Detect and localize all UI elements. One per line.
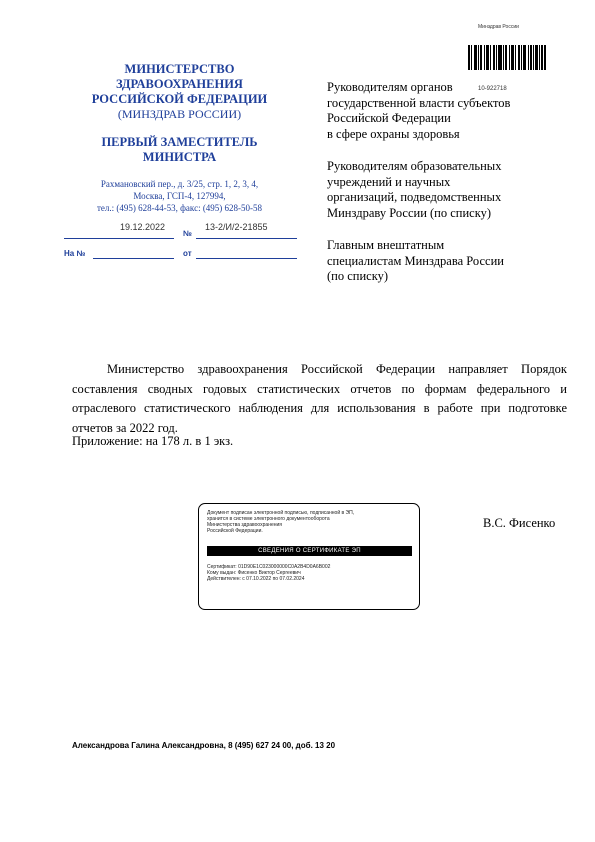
certificate-title: СВЕДЕНИЯ О СЕРТИФИКАТЕ ЭП — [207, 546, 412, 556]
certificate-info — [207, 564, 412, 582]
certificate-header-line: хранится в системе электронного документооборота — [207, 516, 330, 522]
certificate-header — [207, 510, 412, 534]
executor-contact: Александрова Галина Александровна, 8 (495) 627 24 00, доб. 13 20 — [72, 741, 336, 750]
addressee-line: государственной власти субъектов — [327, 95, 511, 110]
addressee-line: Руководителям органов — [327, 80, 453, 94]
org-stamp: Минздрав России — [478, 24, 519, 30]
addressee-line: организаций, подведомственных — [327, 190, 502, 204]
addressee-line: Минздраву России (по списку) — [327, 205, 492, 220]
addressee-line: (по списку) — [327, 269, 389, 283]
registration-line-number — [196, 238, 297, 239]
certificate-header-line: Российской Федерации. — [207, 528, 263, 534]
ministry-line: ЗДРАВООХРАНЕНИЯ — [116, 77, 243, 91]
ministry-line: МИНИСТЕРСТВО — [124, 62, 235, 76]
addressee-line: Российской Федерации — [327, 111, 451, 125]
addressee-line: специалистам Минздрава России — [327, 253, 504, 268]
address-line: Москва, ГСП-4, 127994, — [133, 191, 226, 201]
position-line: МИНИСТРА — [142, 150, 217, 164]
signer-name: В.С. Фисенко — [483, 516, 556, 530]
registration-line-date — [64, 238, 174, 239]
position-title — [72, 135, 287, 165]
position-line: ПЕРВЫЙ ЗАМЕСТИТЕЛЬ — [101, 135, 258, 149]
addressee-line: Руководителям образовательных — [327, 159, 502, 173]
registration-stamp-number: 10-922718 — [478, 86, 507, 92]
ministry-name — [72, 62, 287, 107]
ministry-line: РОССИЙСКОЙ ФЕДЕРАЦИИ — [91, 92, 268, 106]
ministry-address — [72, 178, 287, 214]
signature-certificate — [198, 503, 420, 610]
address-line: тел.: (495) 628-44-53, факс: (495) 628-50-58 — [96, 203, 263, 213]
reply-from-label: от — [183, 249, 192, 258]
barcode — [468, 45, 546, 70]
reply-number-line — [93, 258, 174, 259]
reply-to-label: На № — [64, 249, 86, 258]
ministry-abbr: (МИНЗДРАВ РОССИИ) — [117, 107, 242, 121]
registration-date: 19.12.2022 — [120, 222, 166, 232]
addressee-line: Главным внештатным — [327, 238, 445, 252]
addressee-block — [327, 238, 567, 285]
addressee-block — [327, 80, 567, 142]
certificate-header-line: Документ подписан электронной подписью, подписанной в ЭП, — [207, 510, 355, 516]
body-paragraph: Министерство здравоохранения Российской Федерации направляет Порядок составления сводных годовых статистических отчетов по формам федерального и отраслевого статистического наблюдения для использования в работе при подготовке отчетов за 2022 год. — [72, 362, 567, 435]
certificate-info-line: Сертификат: 01D90E1C023000000C0A2B4D0A6B002 — [207, 564, 331, 570]
registration-number: 13-2/И/2-21855 — [205, 222, 268, 232]
certificate-info-line: Кому выдан: Фисенко Виктор Сергеевич — [207, 570, 301, 576]
certificate-info-line: Действителен: с 07.10.2022 по 07.02.2024 — [207, 576, 305, 582]
addressee-block — [327, 159, 567, 221]
attachment-note: Приложение: на 178 л. в 1 экз. — [72, 434, 234, 448]
number-sign: № — [183, 229, 192, 238]
addressee-line: в сфере охраны здоровья — [327, 126, 460, 141]
certificate-header-line: Министерства здравоохранения — [207, 522, 282, 528]
address-line: Рахмановский пер., д. 3/25, стр. 1, 2, 3, 4, — [100, 179, 259, 189]
reply-date-line — [196, 258, 297, 259]
addressee-line: учреждений и научных — [327, 174, 451, 189]
